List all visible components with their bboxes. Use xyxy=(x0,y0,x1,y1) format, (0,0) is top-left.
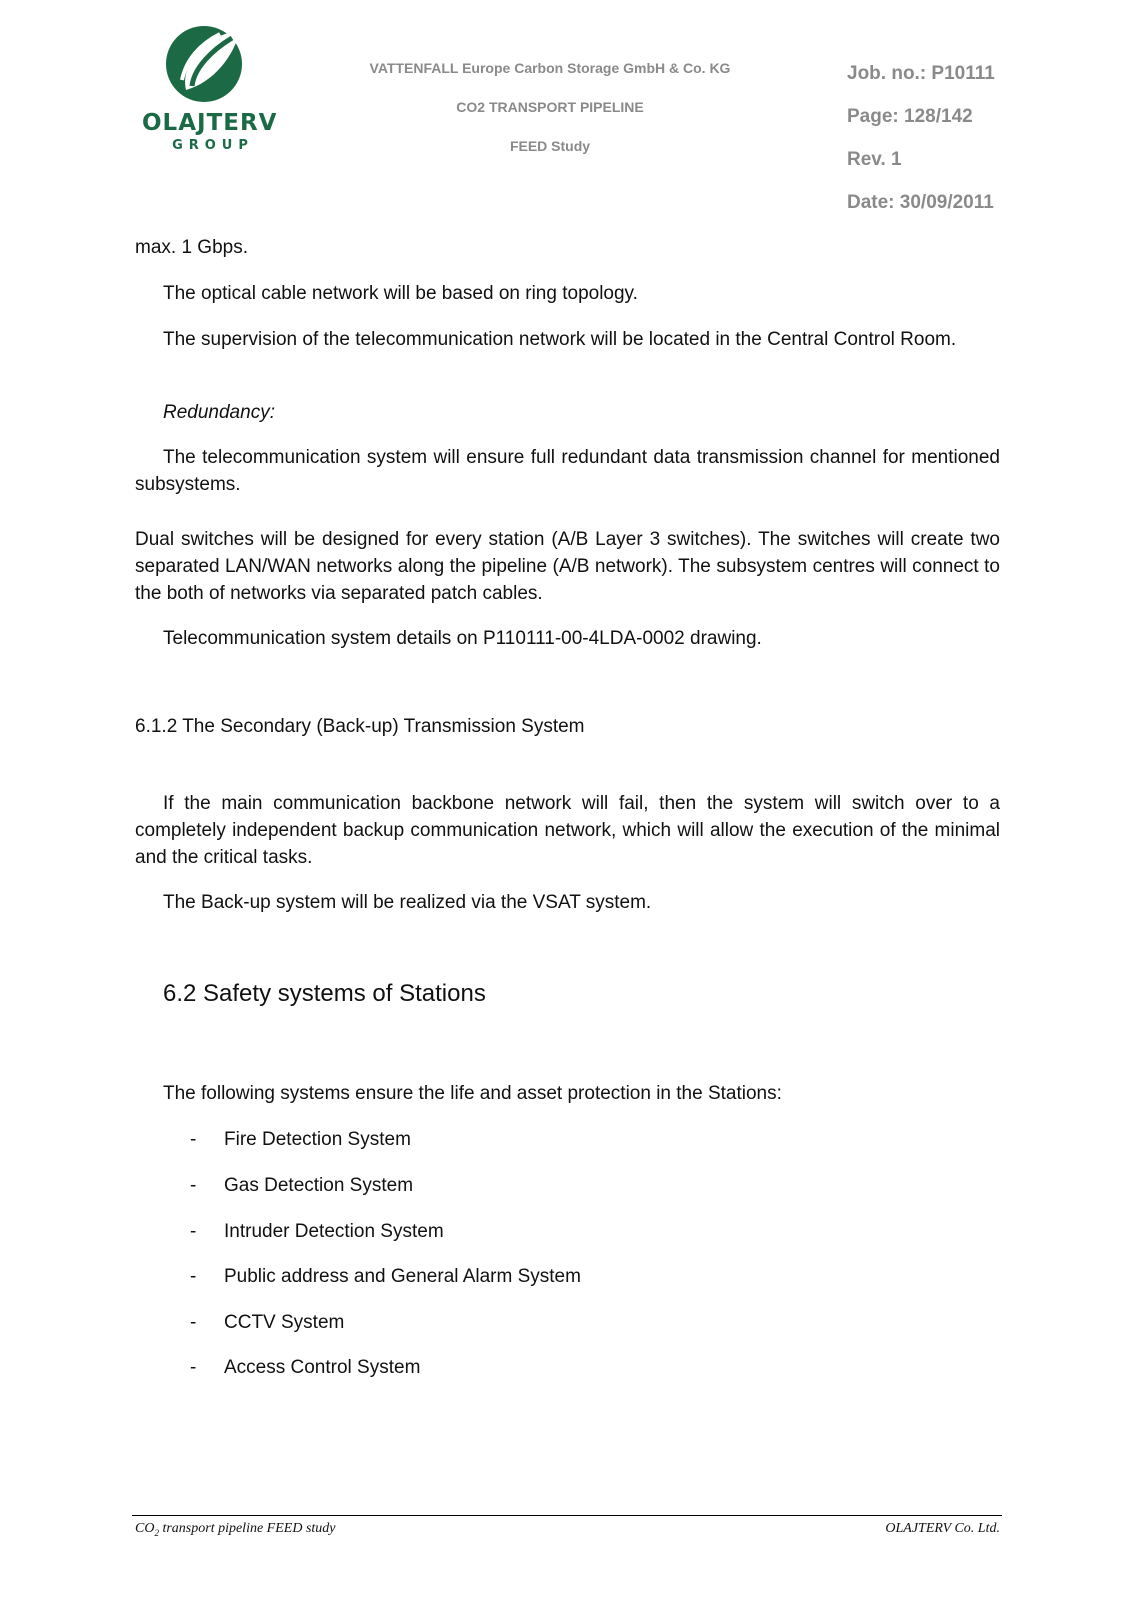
list-item xyxy=(190,1309,344,1336)
list-marker: - xyxy=(190,1357,197,1378)
section-heading-6-2: 6.2 Safety systems of Stations xyxy=(163,980,486,1007)
header-study: FEED Study xyxy=(509,138,591,154)
paragraph-vsat: The Back-up system will be realized via the VSAT system. xyxy=(163,892,652,913)
footer-document-title xyxy=(135,1521,336,1538)
list-item xyxy=(190,1172,413,1199)
list-marker: - xyxy=(190,1221,197,1242)
header-company: VATTENFALL Europe Carbon Storage GmbH & Co. KG xyxy=(369,60,731,76)
paragraph-redundant-channel: The telecommunication system will ensure full redundant data transmission channel for mentioned subsystems. xyxy=(135,447,1000,495)
footer-company: OLAJTERV Co. Ltd. xyxy=(885,1521,1000,1536)
header-job-number: Job. no.: P10111 xyxy=(847,63,995,84)
footer-co: CO xyxy=(135,1521,155,1536)
paragraph-dual-switches: Dual switches will be designed for every station (A/B Layer 3 switches). The switches will create two separated LAN/WAN networks along the pipeline (A/B network). The subsystem centres will connect to the both of networks via separated patch cables. xyxy=(135,529,1000,604)
redundancy-label: Redundancy: xyxy=(163,402,275,423)
list-marker: - xyxy=(190,1266,197,1287)
footer-subscript: 2 xyxy=(154,1527,159,1538)
company-logo xyxy=(142,24,278,164)
list-item-text: CCTV System xyxy=(224,1312,345,1333)
logo-wordmark: OLAJTERV xyxy=(142,110,278,136)
paragraph-ring-topology: The optical cable network will be based on ring topology. xyxy=(163,283,638,304)
paragraph-backup-network: If the main communication backbone network will fail, then the system will switch over to a completely independent backup communication network, which will allow the execution of the minimal and the critical tasks. xyxy=(135,793,1000,868)
paragraph-supervision: The supervision of the telecommunication network will be located in the Central Control Room. xyxy=(163,329,957,350)
list-item-text: Gas Detection System xyxy=(224,1175,414,1196)
section-heading-6-1-2: 6.1.2 The Secondary (Back-up) Transmission System xyxy=(135,716,585,737)
list-item xyxy=(190,1126,411,1153)
list-item xyxy=(190,1218,444,1245)
header-date: Date: 30/09/2011 xyxy=(847,192,994,213)
list-item-text: Public address and General Alarm System xyxy=(224,1266,581,1287)
paragraph-safety-intro: The following systems ensure the life and asset protection in the Stations: xyxy=(163,1083,782,1104)
list-item-text: Intruder Detection System xyxy=(224,1221,444,1242)
list-item xyxy=(190,1354,420,1381)
olajterv-leaf-icon xyxy=(142,24,272,110)
header-revision: Rev. 1 xyxy=(847,149,902,170)
list-marker: - xyxy=(190,1129,197,1150)
logo-subtitle: GROUP xyxy=(172,138,254,153)
header-page-number: Page: 128/142 xyxy=(847,106,973,127)
footer-title-text: transport pipeline FEED study xyxy=(158,1521,336,1536)
list-marker: - xyxy=(190,1312,197,1333)
list-item-text: Access Control System xyxy=(224,1357,421,1378)
header-project: CO2 TRANSPORT PIPELINE xyxy=(456,99,644,115)
list-marker: - xyxy=(190,1175,197,1196)
list-item xyxy=(190,1263,581,1290)
paragraph-drawing-reference: Telecommunication system details on P110111-00-4LDA-0002 drawing. xyxy=(163,628,762,649)
footer-divider xyxy=(132,1515,1002,1516)
paragraph-bandwidth: max. 1 Gbps. xyxy=(135,237,248,258)
list-item-text: Fire Detection System xyxy=(224,1129,411,1150)
